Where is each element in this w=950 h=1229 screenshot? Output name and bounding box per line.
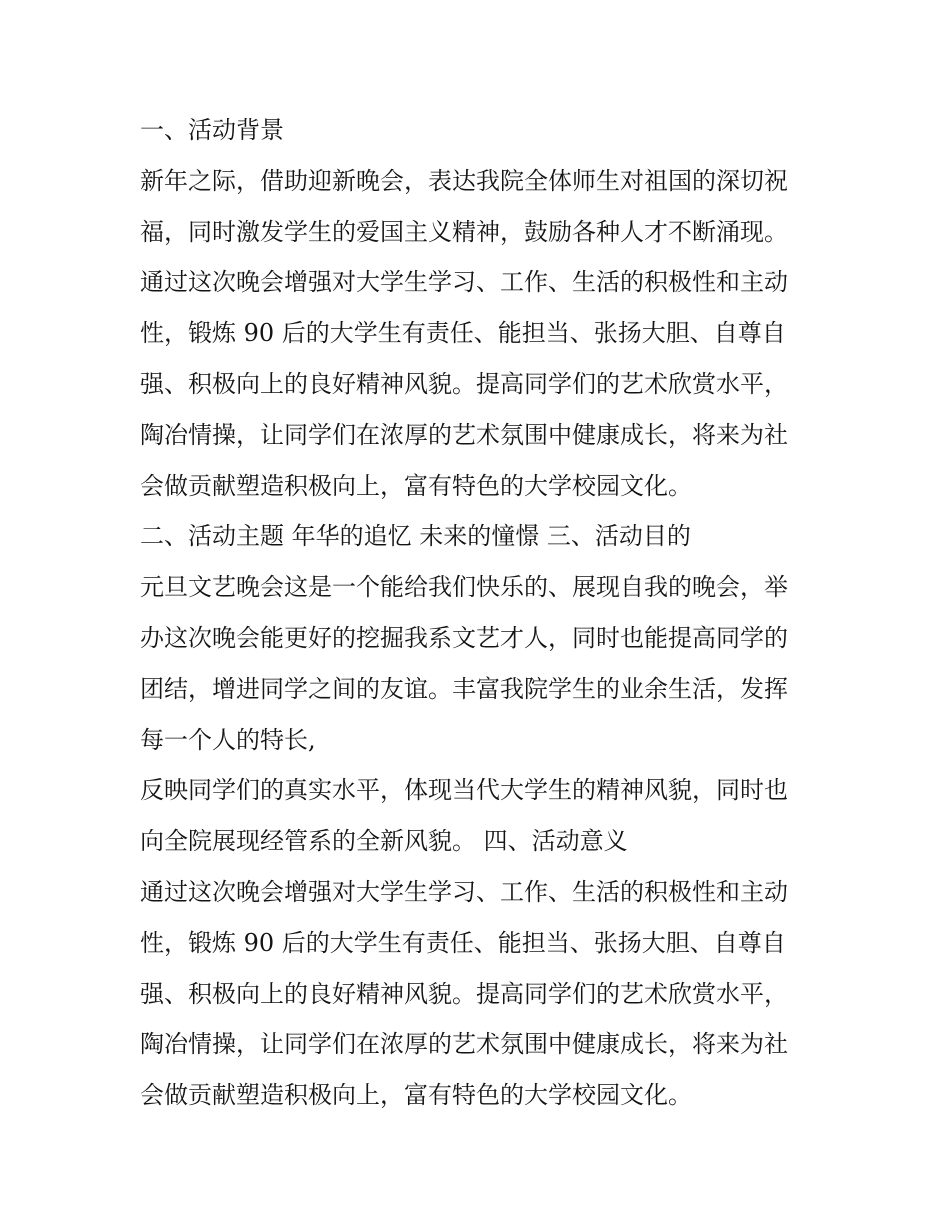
paragraph-line: 陶冶情操，让同学们在浓厚的艺术氛围中健康成长，将来为社 <box>140 420 788 449</box>
paragraph-line: 通过这次晚会增强对大学生学习、工作、生活的积极性和主动 <box>140 268 788 297</box>
paragraph-line: 会做贡献塑造积极向上，富有特色的大学校园文化。 <box>140 471 692 500</box>
paragraph-line: 新年之际，借助迎新晚会，表达我院全体师生对祖国的深切祝 <box>140 166 788 195</box>
section-heading-background: 一、活动背景 <box>140 116 284 144</box>
paragraph-line-with-heading-significance: 向全院展现经管系的全新风貌。 四、活动意义 <box>140 827 628 856</box>
paragraph-line: 强、积极向上的良好精神风貌。提高同学们的艺术欣赏水平， <box>140 369 788 398</box>
section-heading-theme-purpose: 二、活动主题 年华的追忆 未来的憧憬 三、活动目的 <box>140 522 691 551</box>
paragraph-line: 福，同时激发学生的爱国主义精神，鼓励各种人才不断涌现。 <box>140 217 788 246</box>
paragraph-line: 团结，增进同学之间的友谊。丰富我院学生的业余生活，发挥 <box>140 674 788 703</box>
paragraph-line: 通过这次晚会增强对大学生学习、工作、生活的积极性和主动 <box>140 877 788 906</box>
paragraph-line: 强、积极向上的良好精神风貌。提高同学们的艺术欣赏水平， <box>140 979 788 1008</box>
paragraph-line: 办这次晚会能更好的挖掘我系文艺才人，同时也能提高同学的 <box>140 623 788 652</box>
paragraph-line: 性，锻炼 90 后的大学生有责任、能担当、张扬大胆、自尊自 <box>140 319 786 348</box>
paragraph-line: 性，锻炼 90 后的大学生有责任、能担当、张扬大胆、自尊自 <box>140 928 786 957</box>
paragraph-line: 每一个人的特长, <box>140 725 316 754</box>
paragraph-line: 会做贡献塑造积极向上，富有特色的大学校园文化。 <box>140 1081 692 1110</box>
paragraph-line: 元旦文艺晚会这是一个能给我们快乐的、展现自我的晚会，举 <box>140 573 788 602</box>
paragraph-line: 陶冶情操，让同学们在浓厚的艺术氛围中健康成长，将来为社 <box>140 1030 788 1059</box>
paragraph-line: 反映同学们的真实水平，体现当代大学生的精神风貌，同时也 <box>140 776 788 805</box>
document-body <box>140 105 820 1121</box>
